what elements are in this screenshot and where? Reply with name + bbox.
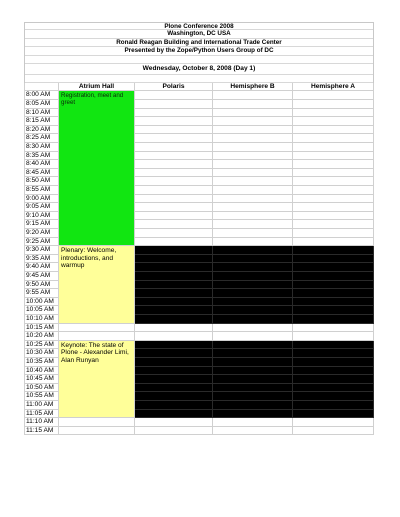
- time-label: 9:35 AM: [24, 255, 59, 264]
- time-label: 9:45 AM: [24, 272, 59, 281]
- slot-hemisphere-a[interactable]: [293, 255, 374, 264]
- time-label: 8:00 AM: [24, 91, 59, 100]
- slot-hemisphere-b[interactable]: [213, 220, 293, 229]
- slot-polaris[interactable]: [135, 367, 213, 376]
- schedule-date: Wednesday, October 8, 2008 (Day 1): [25, 64, 373, 75]
- slot-hemisphere-a[interactable]: [293, 195, 374, 204]
- slot-hemisphere-b[interactable]: [213, 195, 293, 204]
- time-label: 10:35 AM: [24, 358, 59, 367]
- slot-polaris[interactable]: [135, 341, 213, 350]
- slot-polaris[interactable]: [135, 272, 213, 281]
- time-label: 9:00 AM: [24, 195, 59, 204]
- slot-hemisphere-b[interactable]: [213, 367, 293, 376]
- time-label: 8:30 AM: [24, 143, 59, 152]
- time-label: 9:50 AM: [24, 281, 59, 290]
- time-label: 10:30 AM: [24, 349, 59, 358]
- slot-polaris[interactable]: [135, 332, 213, 341]
- time-label: 10:20 AM: [24, 332, 59, 341]
- schedule-header: [24, 22, 374, 83]
- time-row: [24, 427, 374, 436]
- conference-venue: Ronald Reagan Building and International Trade Center: [25, 39, 373, 47]
- slot-hemisphere-b[interactable]: [213, 306, 293, 315]
- slot-polaris[interactable]: [135, 160, 213, 169]
- slot-hemisphere-a[interactable]: [293, 143, 374, 152]
- slot-hemisphere-b[interactable]: [213, 298, 293, 307]
- slot-hemisphere-a[interactable]: [293, 246, 374, 255]
- slot-hemisphere-b[interactable]: [213, 263, 293, 272]
- slot-hemisphere-b[interactable]: [213, 143, 293, 152]
- time-label: 8:25 AM: [24, 134, 59, 143]
- slot-polaris[interactable]: [135, 238, 213, 247]
- time-row: [24, 332, 374, 341]
- time-label: 10:45 AM: [24, 375, 59, 384]
- slot-hemisphere-a[interactable]: [293, 341, 374, 350]
- slot-polaris[interactable]: [135, 418, 213, 427]
- slot-polaris[interactable]: [135, 255, 213, 264]
- slot-polaris[interactable]: [135, 263, 213, 272]
- slot-polaris[interactable]: [135, 401, 213, 410]
- slot-polaris[interactable]: [135, 177, 213, 186]
- slot-hemisphere-b[interactable]: [213, 177, 293, 186]
- column-header-hemisphere-a: Hemisphere A: [293, 83, 374, 91]
- slot-hemisphere-a[interactable]: [293, 332, 374, 341]
- time-label: 11:10 AM: [24, 418, 59, 427]
- slot-hemisphere-b[interactable]: [213, 418, 293, 427]
- slot-hemisphere-b[interactable]: [213, 91, 293, 100]
- slot-hemisphere-a[interactable]: [293, 220, 374, 229]
- conference-presenter: Presented by the Zope/Python Users Group of DC: [25, 47, 373, 55]
- slot-hemisphere-a[interactable]: [293, 160, 374, 169]
- slot-hemisphere-a[interactable]: [293, 91, 374, 100]
- time-label: 10:15 AM: [24, 324, 59, 333]
- time-row: [24, 418, 374, 427]
- time-label: 11:15 AM: [24, 427, 59, 436]
- time-column-header: [24, 83, 59, 91]
- slot-polaris[interactable]: [135, 306, 213, 315]
- time-label: 10:50 AM: [24, 384, 59, 393]
- conference-location: Washington, DC USA: [25, 30, 373, 38]
- slot-hemisphere-b[interactable]: [213, 341, 293, 350]
- slot-hemisphere-b[interactable]: [213, 212, 293, 221]
- slot-hemisphere-a[interactable]: [293, 212, 374, 221]
- slot-hemisphere-b[interactable]: [213, 324, 293, 333]
- slot-hemisphere-a[interactable]: [293, 410, 374, 419]
- slot-hemisphere-a[interactable]: [293, 349, 374, 358]
- slot-polaris[interactable]: [135, 169, 213, 178]
- time-label: 9:05 AM: [24, 203, 59, 212]
- slot-hemisphere-b[interactable]: [213, 152, 293, 161]
- slot-hemisphere-b[interactable]: [213, 289, 293, 298]
- slot-hemisphere-a[interactable]: [293, 229, 374, 238]
- slot-hemisphere-a[interactable]: [293, 392, 374, 401]
- conference-title: Plone Conference 2008: [25, 22, 373, 30]
- session-block[interactable]: [59, 341, 135, 418]
- slot-polaris[interactable]: [135, 126, 213, 135]
- slot-polaris[interactable]: [135, 143, 213, 152]
- time-label: 8:10 AM: [24, 109, 59, 118]
- time-label: 8:45 AM: [24, 169, 59, 178]
- slot-hemisphere-b[interactable]: [213, 169, 293, 178]
- slot-polaris[interactable]: [135, 349, 213, 358]
- slot-hemisphere-a[interactable]: [293, 401, 374, 410]
- time-label: 8:05 AM: [24, 100, 59, 109]
- slot-hemisphere-a[interactable]: [293, 324, 374, 333]
- slot-hemisphere-b[interactable]: [213, 384, 293, 393]
- slot-polaris[interactable]: [135, 152, 213, 161]
- slot-polaris[interactable]: [135, 298, 213, 307]
- slot-hemisphere-a[interactable]: [293, 263, 374, 272]
- slot-polaris[interactable]: [135, 91, 213, 100]
- session-title: Registration, meet and greet: [61, 92, 124, 107]
- slot-polaris[interactable]: [135, 186, 213, 195]
- slot-polaris[interactable]: [135, 229, 213, 238]
- schedule-grid: [24, 83, 374, 435]
- slot-hemisphere-b[interactable]: [213, 186, 293, 195]
- slot-hemisphere-a[interactable]: [293, 315, 374, 324]
- slot-polaris[interactable]: [135, 246, 213, 255]
- slot-polaris[interactable]: [135, 281, 213, 290]
- slot-hemisphere-b[interactable]: [213, 427, 293, 436]
- time-label: 8:15 AM: [24, 117, 59, 126]
- time-label: 10:25 AM: [24, 341, 59, 350]
- time-label: 10:10 AM: [24, 315, 59, 324]
- slot-polaris[interactable]: [135, 324, 213, 333]
- slot-polaris[interactable]: [135, 212, 213, 221]
- slot-atrium-hall[interactable]: [59, 427, 135, 436]
- slot-hemisphere-b[interactable]: [213, 100, 293, 109]
- slot-polaris[interactable]: [135, 109, 213, 118]
- slot-hemisphere-b[interactable]: [213, 272, 293, 281]
- time-label: 9:55 AM: [24, 289, 59, 298]
- time-row: [24, 324, 374, 333]
- session-block[interactable]: [59, 246, 135, 323]
- slot-atrium-hall[interactable]: [59, 332, 135, 341]
- time-label: 9:15 AM: [24, 220, 59, 229]
- spacer-row: [25, 75, 373, 83]
- time-label: 9:40 AM: [24, 263, 59, 272]
- slot-hemisphere-b[interactable]: [213, 238, 293, 247]
- slot-hemisphere-b[interactable]: [213, 401, 293, 410]
- slot-polaris[interactable]: [135, 315, 213, 324]
- slot-hemisphere-b[interactable]: [213, 134, 293, 143]
- slot-hemisphere-a[interactable]: [293, 427, 374, 436]
- slot-polaris[interactable]: [135, 134, 213, 143]
- slot-polaris[interactable]: [135, 410, 213, 419]
- slot-hemisphere-a[interactable]: [293, 238, 374, 247]
- time-label: 9:30 AM: [24, 246, 59, 255]
- slot-hemisphere-a[interactable]: [293, 418, 374, 427]
- time-label: 8:40 AM: [24, 160, 59, 169]
- slot-hemisphere-a[interactable]: [293, 281, 374, 290]
- slot-hemisphere-b[interactable]: [213, 203, 293, 212]
- slot-polaris[interactable]: [135, 358, 213, 367]
- time-label: 9:10 AM: [24, 212, 59, 221]
- slot-polaris[interactable]: [135, 195, 213, 204]
- slot-hemisphere-a[interactable]: [293, 100, 374, 109]
- time-label: 8:20 AM: [24, 126, 59, 135]
- slot-polaris[interactable]: [135, 375, 213, 384]
- slot-hemisphere-b[interactable]: [213, 332, 293, 341]
- slot-polaris[interactable]: [135, 100, 213, 109]
- slot-hemisphere-b[interactable]: [213, 315, 293, 324]
- slot-hemisphere-a[interactable]: [293, 358, 374, 367]
- slot-hemisphere-a[interactable]: [293, 306, 374, 315]
- time-label: 8:55 AM: [24, 186, 59, 195]
- time-label: 8:50 AM: [24, 177, 59, 186]
- slot-polaris[interactable]: [135, 117, 213, 126]
- column-header-atrium-hall: Atrium Hall: [59, 83, 135, 91]
- slot-hemisphere-a[interactable]: [293, 367, 374, 376]
- slot-polaris[interactable]: [135, 384, 213, 393]
- slot-atrium-hall[interactable]: [59, 324, 135, 333]
- slot-hemisphere-b[interactable]: [213, 281, 293, 290]
- session-title: Plenary: Welcome, introductions, and warmup: [61, 247, 117, 269]
- slot-hemisphere-a[interactable]: [293, 169, 374, 178]
- slot-hemisphere-b[interactable]: [213, 349, 293, 358]
- slot-hemisphere-a[interactable]: [293, 186, 374, 195]
- slot-hemisphere-a[interactable]: [293, 134, 374, 143]
- column-header-hemisphere-b: Hemisphere B: [213, 83, 293, 91]
- slot-hemisphere-a[interactable]: [293, 177, 374, 186]
- slot-polaris[interactable]: [135, 392, 213, 401]
- slot-hemisphere-b[interactable]: [213, 229, 293, 238]
- slot-polaris[interactable]: [135, 203, 213, 212]
- slot-hemisphere-b[interactable]: [213, 117, 293, 126]
- time-label: 10:40 AM: [24, 367, 59, 376]
- slot-hemisphere-b[interactable]: [213, 126, 293, 135]
- slot-hemisphere-a[interactable]: [293, 289, 374, 298]
- slot-hemisphere-a[interactable]: [293, 126, 374, 135]
- schedule-sheet: [24, 22, 374, 435]
- slot-hemisphere-b[interactable]: [213, 375, 293, 384]
- slot-polaris[interactable]: [135, 220, 213, 229]
- slot-hemisphere-b[interactable]: [213, 410, 293, 419]
- slot-hemisphere-b[interactable]: [213, 109, 293, 118]
- time-label: 9:25 AM: [24, 238, 59, 247]
- slot-hemisphere-b[interactable]: [213, 392, 293, 401]
- time-label: 10:00 AM: [24, 298, 59, 307]
- slot-hemisphere-a[interactable]: [293, 152, 374, 161]
- time-label: 9:20 AM: [24, 229, 59, 238]
- slot-hemisphere-a[interactable]: [293, 203, 374, 212]
- session-block[interactable]: [59, 91, 135, 246]
- time-label: 8:35 AM: [24, 152, 59, 161]
- spacer-row: [25, 56, 373, 64]
- time-label: 10:55 AM: [24, 392, 59, 401]
- slot-hemisphere-b[interactable]: [213, 358, 293, 367]
- time-label: 11:00 AM: [24, 401, 59, 410]
- slot-hemisphere-b[interactable]: [213, 255, 293, 264]
- time-label: 11:05 AM: [24, 410, 59, 419]
- slot-hemisphere-a[interactable]: [293, 272, 374, 281]
- session-title: Keynote: The state of Plone - Alexander Limi, Alan Runyan: [61, 341, 129, 364]
- slot-hemisphere-a[interactable]: [293, 298, 374, 307]
- time-label: 10:05 AM: [24, 306, 59, 315]
- slot-hemisphere-b[interactable]: [213, 246, 293, 255]
- slot-atrium-hall[interactable]: [59, 418, 135, 427]
- slot-hemisphere-a[interactable]: [293, 375, 374, 384]
- slot-polaris[interactable]: [135, 289, 213, 298]
- slot-hemisphere-a[interactable]: [293, 384, 374, 393]
- slot-hemisphere-b[interactable]: [213, 160, 293, 169]
- slot-hemisphere-a[interactable]: [293, 117, 374, 126]
- slot-hemisphere-a[interactable]: [293, 109, 374, 118]
- column-header-polaris: Polaris: [135, 83, 213, 91]
- slot-polaris[interactable]: [135, 427, 213, 436]
